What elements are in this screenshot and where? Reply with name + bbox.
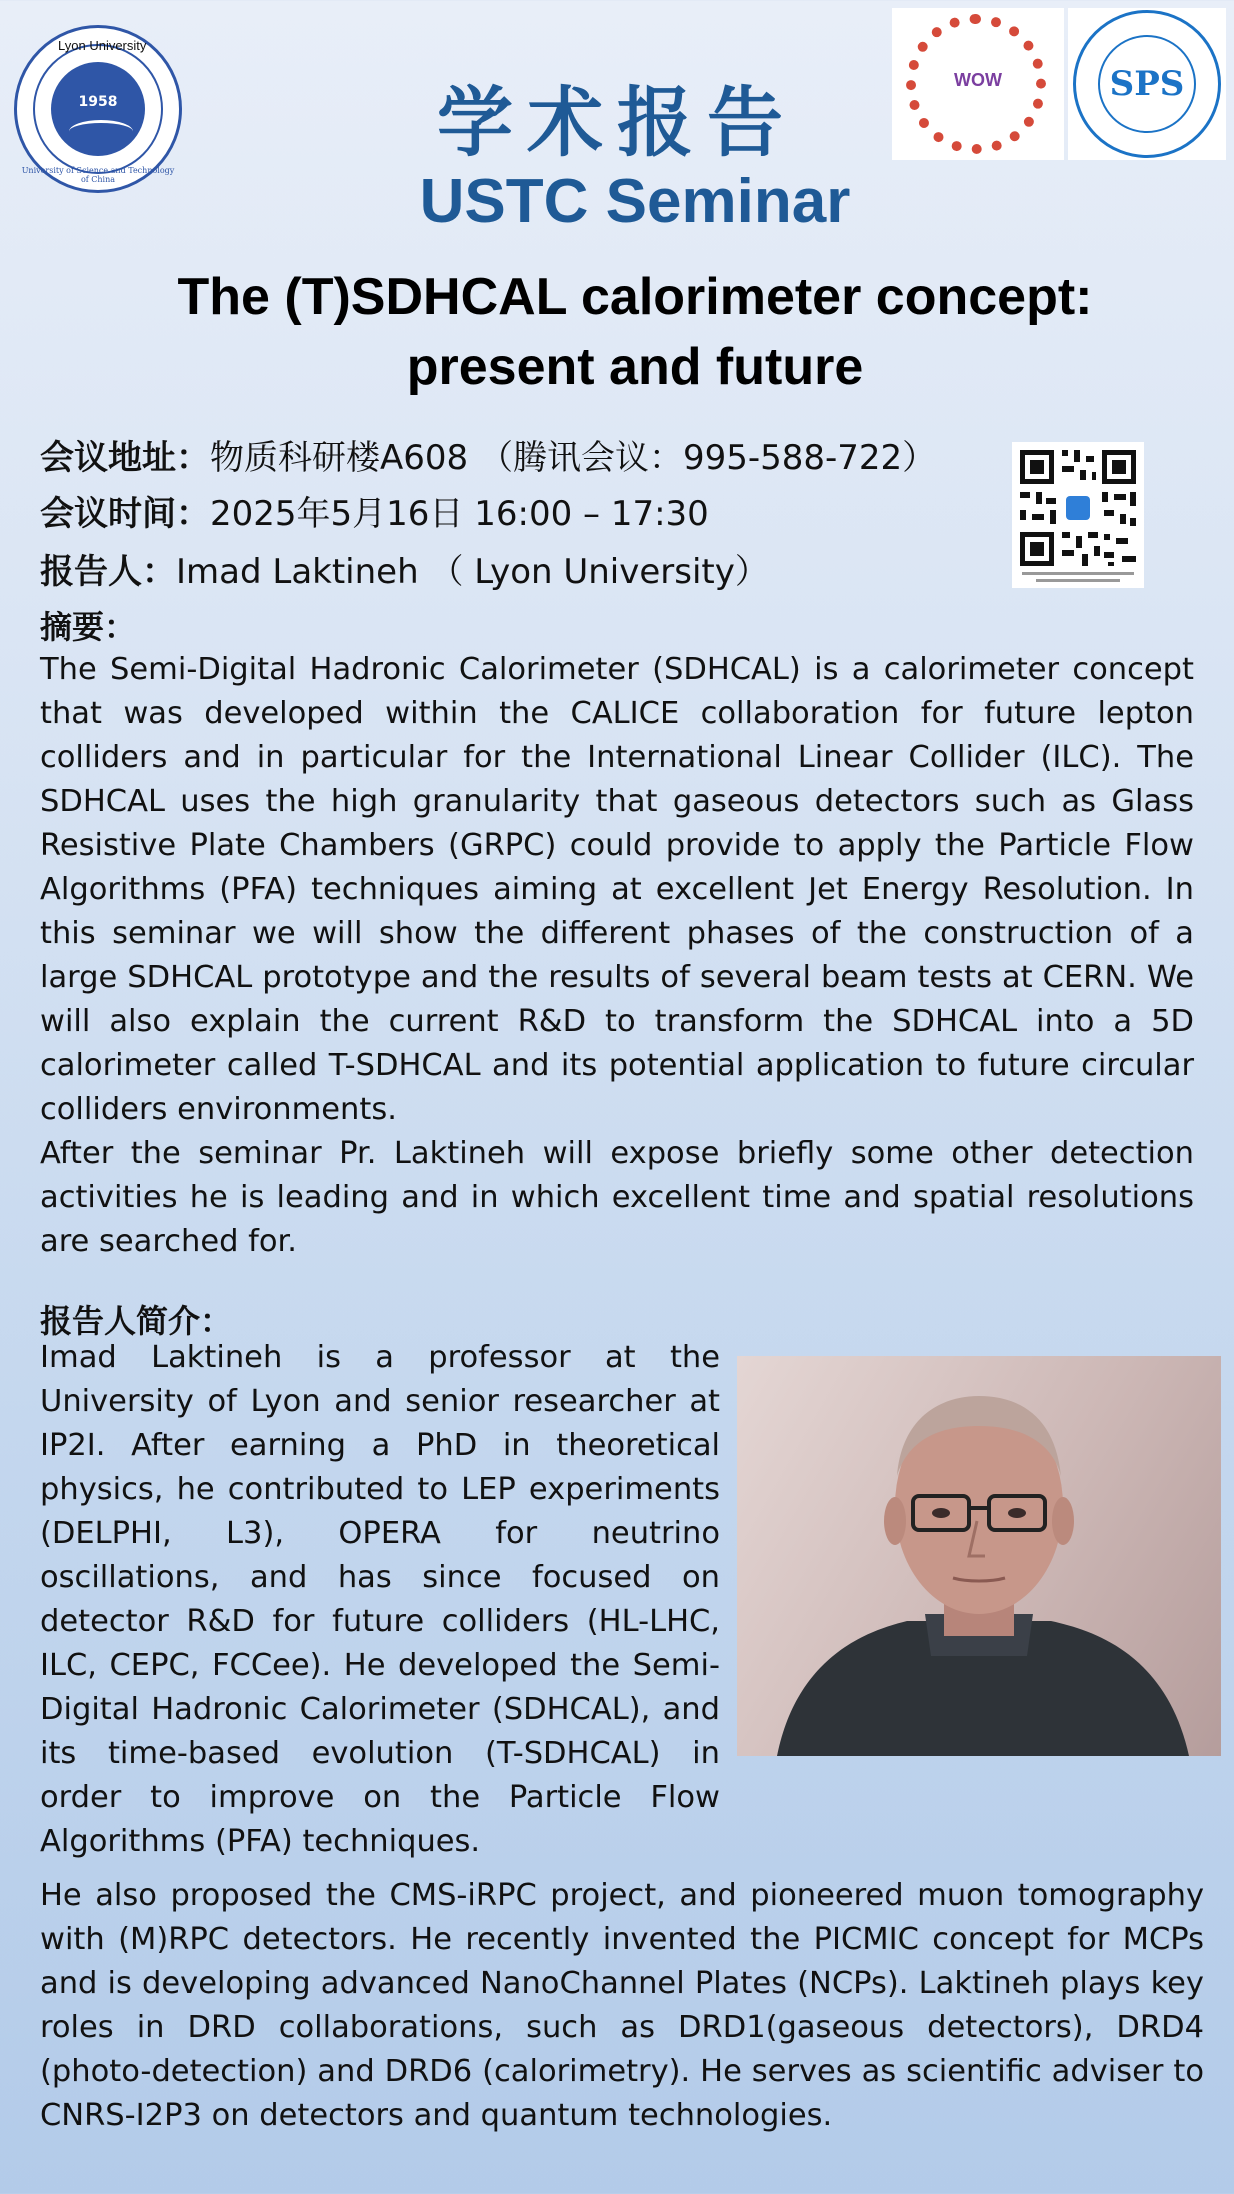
speaker-portrait-icon [737, 1356, 1221, 1756]
speaker-row [40, 544, 769, 593]
abstract-paragraph: The Semi-Digital Hadronic Calorimeter (SDHCAL) is a calorimeter concept that was developed within the CALICE collaboration for future lepton colliders and in particular for the International Linear Collider (ILC). The SDHCAL uses the high granularity that gaseous detectors such as Glass Resistive Plate Chambers (GRPC) could provide to apply the Particle Flow Algorithms (PFA) techniques aiming at excellent Jet Energy Resolution. In this seminar we will show the different phases of the construction of a large SDHCAL prototype and the results of several beam tests at CERN. We will also explain the current R&D to transform the SDHCAL into a 5D calorimeter called T-SDHCAL and its potential application to future circular colliders environments. [40, 652, 1194, 1127]
bio-paragraph: He also proposed the CMS-iRPC project, and pioneered muon tomography with (M)RPC detectors. He recently invented the PICMIC concept for MCPs and is developing advanced NanoChannel Plates (NCPs). Laktineh plays key roles in DRD collaborations, such as DRD1(gaseous detectors), DRD4 (photo-detection) and DRD6 (calorimetry). He serves as scientific adviser to CNRS-I2P3 on detectors and quantum technologies. [40, 1878, 1204, 2133]
venue-value: 物质科研楼A608 （腾讯会议：995-588-722） [210, 438, 937, 478]
time-value: 2025年5月16日 16:00 – 17:30 [210, 494, 709, 534]
venue-label: 会议地址： [40, 438, 210, 478]
physics-logo-text: SPS [1109, 64, 1185, 104]
ustc-logo-year: 1958 [78, 94, 118, 110]
time-row [40, 486, 709, 535]
bio-heading: 报告人简介： [40, 1302, 233, 1340]
speaker-value: Imad Laktineh （ Lyon University） [176, 552, 769, 592]
time-label: 会议时间： [40, 494, 210, 534]
venue-row [40, 430, 936, 479]
abstract-heading: 摘要： [40, 608, 137, 646]
innovation-center-logo-text: WOW [954, 70, 1002, 90]
abstract-body [40, 648, 1194, 1264]
title-english: USTC Seminar [419, 167, 851, 236]
qr-code-icon [1012, 442, 1144, 588]
qr-code[interactable] [1012, 442, 1144, 588]
ustc-logo-caption: University of Science and Technology of China [21, 166, 175, 184]
title-chinese: 学术报告 [437, 78, 797, 167]
speaker-label: 报告人： [40, 552, 176, 592]
lyon-university-overlay: Lyon University [58, 38, 147, 53]
talk-title-line1: The (T)SDHCAL calorimeter concept: [177, 268, 1093, 326]
bio-paragraph: Imad Laktineh is a professor at the University of Lyon and senior researcher at IP2I. After earning a PhD in theoretical physics, he contributed to LEP experiments (DELPHI, L3), OPERA for neutrino oscillations, and has since focused on detector R&D for future colliders (HL-LHC, ILC, CEPC, FCCee). He developed the Semi-Digital Hadronic Calorimeter (SDHCAL), and its time-based evolution (T-SDHCAL) in order to improve on the Particle Flow Algorithms (PFA) techniques. [40, 1340, 720, 1859]
talk-title-line2: present and future [406, 338, 864, 396]
abstract-paragraph: After the seminar Pr. Laktineh will expose briefly some other detection activities he is leading and in which excellent time and spatial resolutions are searched for. [40, 1136, 1194, 1259]
talk-title [40, 262, 1230, 402]
speaker-photo [737, 1356, 1221, 1756]
